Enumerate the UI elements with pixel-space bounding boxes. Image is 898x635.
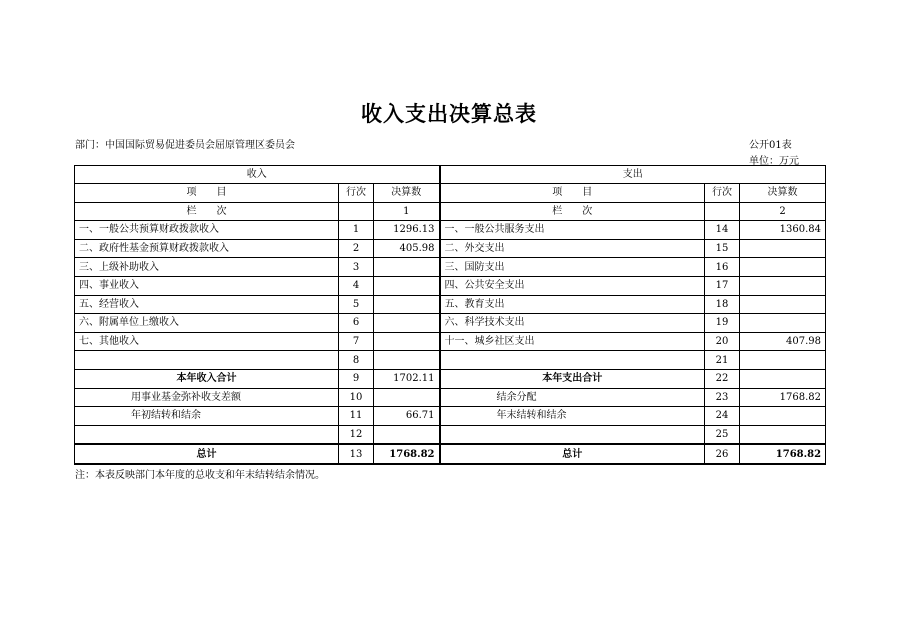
income-line-no: 5	[339, 295, 374, 314]
expense-amount: 1768.82	[740, 444, 826, 464]
expense-amount	[740, 351, 826, 370]
income-line-no: 12	[339, 425, 374, 444]
total-row	[75, 444, 826, 464]
expense-line-no: 19	[705, 314, 740, 333]
income-line-no: 8	[339, 351, 374, 370]
column-header-row	[75, 184, 826, 203]
expense-column-index: 2	[740, 202, 826, 221]
expense-item-label: 一、一般公共服务支出	[440, 221, 705, 240]
expense-amount	[740, 295, 826, 314]
expense-item-label: 二、外交支出	[440, 239, 705, 258]
expense-line-no: 20	[705, 332, 740, 351]
expense-line-no: 14	[705, 221, 740, 240]
table-row	[75, 239, 826, 258]
column-index-row	[75, 202, 826, 221]
empty-cell	[339, 202, 374, 221]
income-line-no: 11	[339, 407, 374, 426]
income-item-label	[75, 425, 339, 444]
income-item-label: 总计	[75, 444, 339, 464]
income-item-label: 六、附属单位上缴收入	[75, 314, 339, 333]
income-line-no: 1	[339, 221, 374, 240]
expense-amount-header: 决算数	[740, 184, 826, 203]
expense-item-label: 总计	[440, 444, 705, 464]
income-line-no: 7	[339, 332, 374, 351]
income-item-label: 四、事业收入	[75, 276, 339, 295]
income-line-no-header: 行次	[339, 184, 374, 203]
table-row	[75, 425, 826, 444]
expense-line-no: 16	[705, 258, 740, 277]
department-label: 部门：中国国际贸易促进委员会屈原管理区委员会	[75, 140, 295, 151]
section-header-row	[75, 166, 826, 184]
summary-table	[74, 165, 826, 465]
expense-line-no: 21	[705, 351, 740, 370]
expense-item-label: 年末结转和结余	[440, 407, 705, 426]
footnote: 注：本表反映部门本年度的总收支和年末结转结余情况。	[75, 470, 325, 481]
expense-amount	[740, 258, 826, 277]
income-item-label: 一、一般公共预算财政拨款收入	[75, 221, 339, 240]
expense-item-label: 六、科学技术支出	[440, 314, 705, 333]
income-line-no: 9	[339, 369, 374, 388]
table-row	[75, 314, 826, 333]
expense-line-no: 23	[705, 388, 740, 407]
expense-amount	[740, 276, 826, 295]
expense-line-no-header: 行次	[705, 184, 740, 203]
expense-item-label: 四、公共安全支出	[440, 276, 705, 295]
expense-column-label: 栏 次	[440, 202, 705, 221]
table-row	[75, 388, 826, 407]
income-amount	[374, 388, 440, 407]
income-amount	[374, 425, 440, 444]
income-column-label: 栏 次	[75, 202, 339, 221]
page-title: 收入支出决算总表	[361, 102, 537, 126]
expense-amount	[740, 407, 826, 426]
expense-item-header: 项 目	[440, 184, 705, 203]
income-amount: 1296.13	[374, 221, 440, 240]
income-amount	[374, 258, 440, 277]
expense-line-no: 15	[705, 239, 740, 258]
income-line-no: 4	[339, 276, 374, 295]
income-item-label: 二、政府性基金预算财政拨款收入	[75, 239, 339, 258]
subtotal-row	[75, 369, 826, 388]
unit-label: 单位：万元	[749, 156, 799, 167]
income-item-label: 本年收入合计	[75, 369, 339, 388]
expense-section-header: 支出	[440, 166, 826, 184]
expense-amount	[740, 369, 826, 388]
income-amount	[374, 351, 440, 370]
income-amount: 66.71	[374, 407, 440, 426]
expense-line-no: 17	[705, 276, 740, 295]
income-line-no: 13	[339, 444, 374, 464]
expense-amount: 1768.82	[740, 388, 826, 407]
income-amount: 1702.11	[374, 369, 440, 388]
income-item-label: 七、其他收入	[75, 332, 339, 351]
income-line-no: 10	[339, 388, 374, 407]
income-item-label: 年初结转和结余	[75, 407, 339, 426]
expense-item-label: 五、教育支出	[440, 295, 705, 314]
expense-amount: 407.98	[740, 332, 826, 351]
expense-amount	[740, 425, 826, 444]
income-amount: 1768.82	[374, 444, 440, 464]
expense-line-no: 22	[705, 369, 740, 388]
expense-line-no: 26	[705, 444, 740, 464]
income-section-header: 收入	[75, 166, 440, 184]
income-amount	[374, 332, 440, 351]
income-item-label	[75, 351, 339, 370]
expense-line-no: 25	[705, 425, 740, 444]
expense-item-label	[440, 425, 705, 444]
income-item-label: 三、上级补助收入	[75, 258, 339, 277]
expense-line-no: 24	[705, 407, 740, 426]
income-amount-header: 决算数	[374, 184, 440, 203]
empty-cell	[705, 202, 740, 221]
income-line-no: 6	[339, 314, 374, 333]
table-row	[75, 258, 826, 277]
table-row	[75, 221, 826, 240]
table-row	[75, 276, 826, 295]
income-line-no: 2	[339, 239, 374, 258]
expense-item-label: 本年支出合计	[440, 369, 705, 388]
expense-item-label	[440, 351, 705, 370]
expense-amount	[740, 239, 826, 258]
expense-amount: 1360.84	[740, 221, 826, 240]
expense-item-label: 结余分配	[440, 388, 705, 407]
income-amount	[374, 276, 440, 295]
income-amount	[374, 295, 440, 314]
income-item-header: 项 目	[75, 184, 339, 203]
income-amount: 405.98	[374, 239, 440, 258]
income-line-no: 3	[339, 258, 374, 277]
expense-line-no: 18	[705, 295, 740, 314]
income-item-label: 五、经营收入	[75, 295, 339, 314]
income-column-index: 1	[374, 202, 440, 221]
form-number: 公开01表	[749, 140, 792, 151]
table-row	[75, 295, 826, 314]
table-row	[75, 351, 826, 370]
table-row	[75, 332, 826, 351]
expense-item-label: 十一、城乡社区支出	[440, 332, 705, 351]
expense-amount	[740, 314, 826, 333]
income-amount	[374, 314, 440, 333]
table-row	[75, 407, 826, 426]
income-item-label: 用事业基金弥补收支差额	[75, 388, 339, 407]
expense-item-label: 三、国防支出	[440, 258, 705, 277]
